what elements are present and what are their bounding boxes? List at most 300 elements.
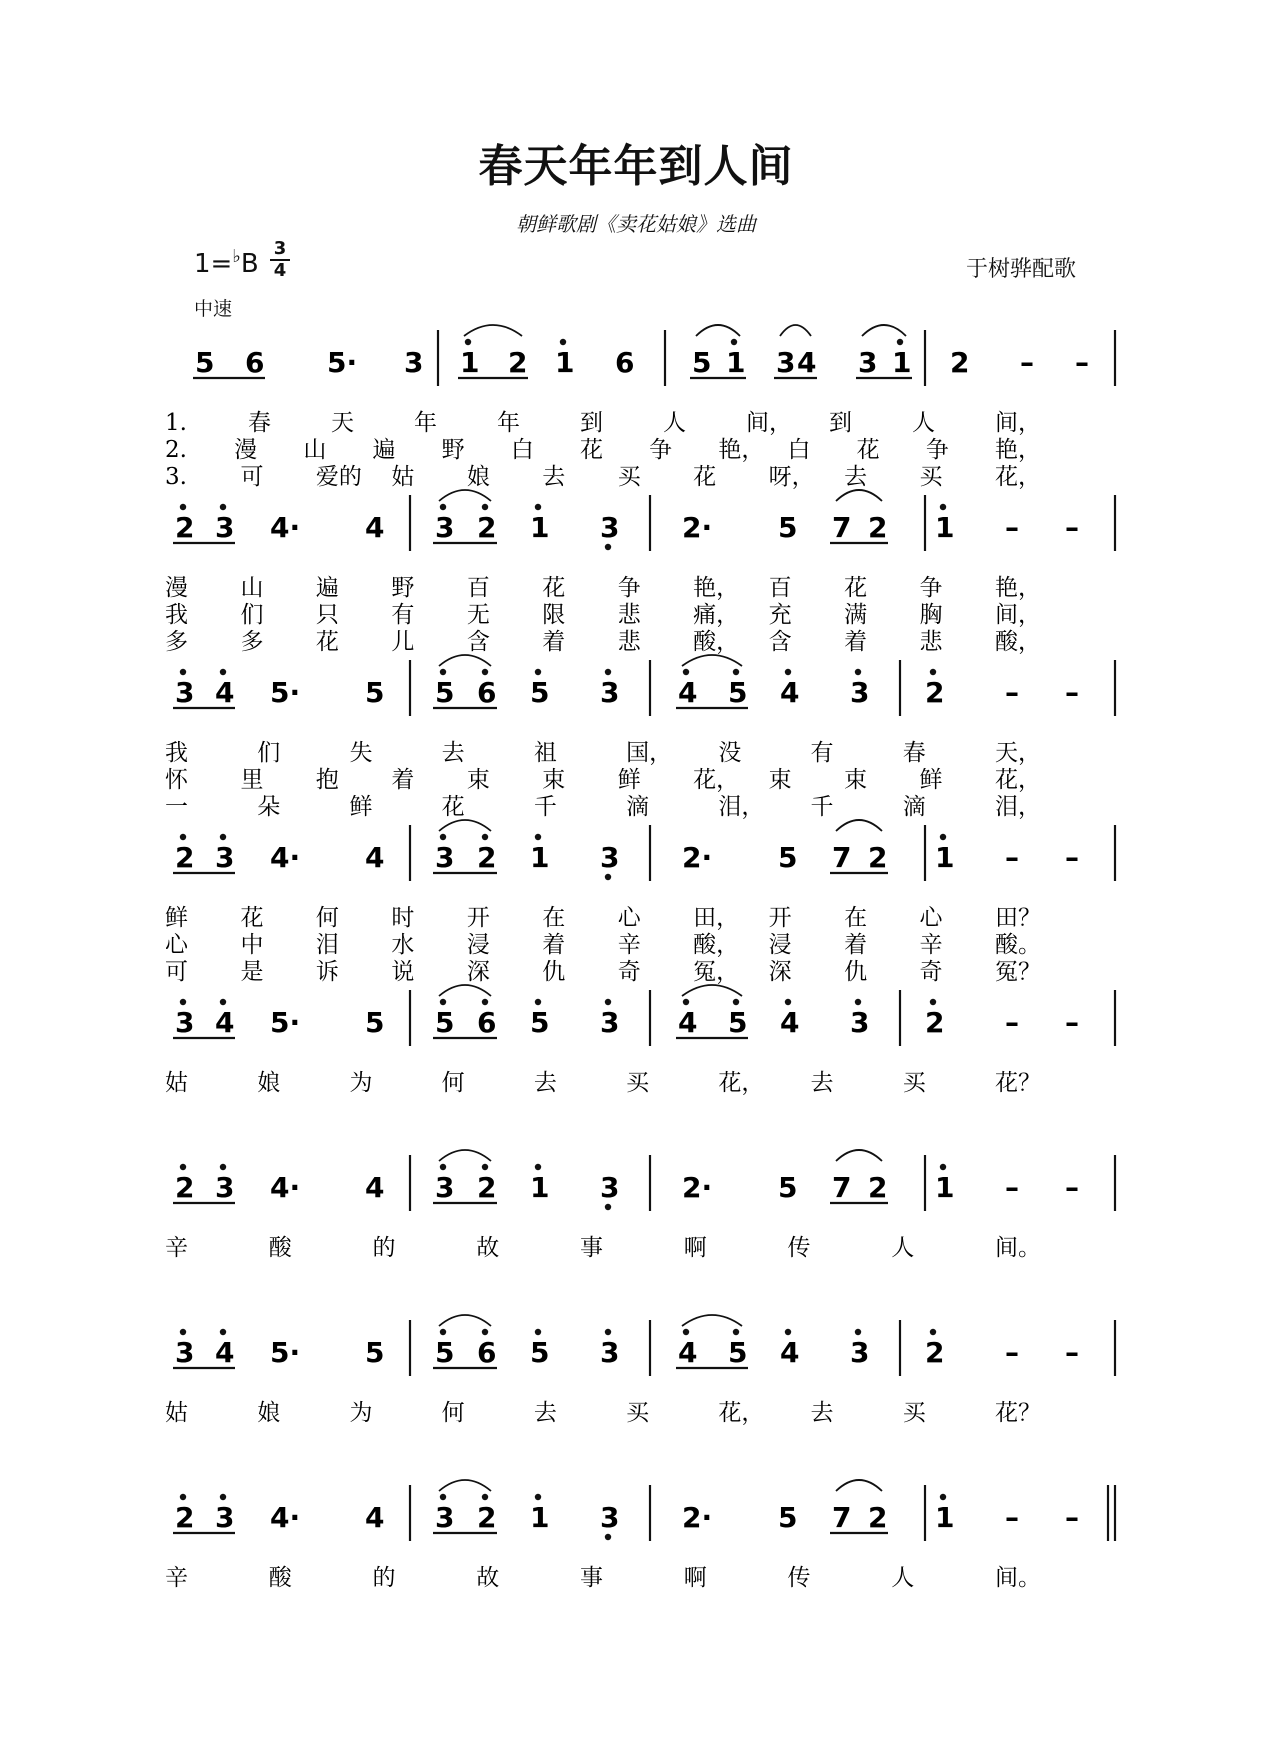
jianpu-note: 7 (832, 841, 852, 874)
jianpu-note: 1 (530, 511, 550, 544)
slur (682, 1315, 742, 1326)
high-octave-dot (482, 1329, 488, 1335)
tempo-marking: 中速 (194, 298, 233, 320)
lyric-syllable: 去 (810, 1070, 834, 1096)
lyric-syllable: 痛， (693, 602, 740, 628)
lyric-syllable: 酸， (995, 629, 1041, 655)
jianpu-note: 4· (270, 841, 301, 874)
jianpu-note: 2 (868, 1501, 888, 1534)
jianpu-note: 2· (682, 1171, 713, 1204)
lyric-syllable: 到 (829, 410, 852, 436)
lyric-syllable: 百 (768, 575, 792, 601)
jianpu-note: – (1005, 841, 1019, 874)
slur (696, 325, 740, 336)
jianpu-note: – (1075, 346, 1089, 379)
jianpu-note: 1 (530, 841, 550, 874)
lyric-syllable: 束 (542, 767, 566, 793)
lyric-syllable: 2. (165, 437, 187, 463)
lyric-syllable: 千 (533, 794, 557, 820)
lyric-syllable: 为 (349, 1400, 373, 1426)
lyric-syllable: 辛 (165, 1565, 188, 1591)
lyric-syllable: 我 (165, 740, 188, 766)
lyric-syllable: 间。 (995, 1565, 1041, 1591)
lyric-syllable: 有 (810, 740, 834, 766)
lyric-syllable: 花 (856, 437, 880, 463)
jianpu-note: 1 (935, 511, 955, 544)
high-octave-dot (605, 999, 611, 1005)
jianpu-note: 4 (365, 1501, 385, 1534)
high-octave-dot (482, 1164, 488, 1170)
jianpu-note: – (1065, 511, 1079, 544)
lyric-syllable: 诉 (315, 959, 339, 985)
high-octave-dot (482, 1494, 488, 1500)
lyric-syllable: 花， (693, 767, 740, 793)
lyric-syllable: 白 (510, 437, 534, 463)
jianpu-note: 5 (435, 1336, 455, 1369)
lyric-syllable: 中 (240, 932, 264, 958)
lyric-syllable: 买 (617, 464, 641, 490)
high-octave-dot (535, 1329, 541, 1335)
lyric-syllable: 艳， (693, 575, 740, 601)
slur (439, 655, 491, 666)
high-octave-dot (440, 999, 446, 1005)
jianpu-note: 4 (215, 676, 235, 709)
lyric-syllable: 有 (391, 602, 415, 628)
lyric-syllable: 去 (533, 1400, 557, 1426)
slur (862, 325, 906, 336)
lyric-syllable: 买 (626, 1070, 650, 1096)
jianpu-note: 3 (858, 346, 878, 379)
lyric-syllable: 故 (476, 1565, 500, 1591)
lyric-syllable: 花？ (995, 1070, 1041, 1096)
lyric-syllable: 是 (240, 959, 264, 985)
lyric-syllable: 间， (995, 410, 1041, 436)
lyric-syllable: 去 (844, 464, 868, 490)
slur (464, 325, 522, 336)
jianpu-note: 3 (600, 676, 620, 709)
high-octave-dot (930, 1329, 936, 1335)
lyric-syllable: 娘 (257, 1400, 281, 1426)
jianpu-note: 5 (692, 346, 712, 379)
lyric-syllable: 漫 (165, 575, 188, 601)
jianpu-note: 2 (868, 511, 888, 544)
jianpu-note: – (1065, 676, 1079, 709)
high-octave-dot (733, 669, 739, 675)
jianpu-note: 2· (682, 1501, 713, 1534)
high-octave-dot (440, 834, 446, 840)
lyric-syllable: 祖 (533, 740, 557, 766)
jianpu-note: 4 (780, 676, 800, 709)
high-octave-dot (930, 999, 936, 1005)
lyric-syllable: 间， (746, 410, 792, 436)
jianpu-note: 4 (365, 511, 385, 544)
lyric-syllable: 可 (165, 959, 188, 985)
jianpu-note: 1 (935, 1171, 955, 1204)
jianpu-note: 5 (728, 1006, 748, 1039)
lyric-syllable: 天 (331, 410, 354, 436)
high-octave-dot (535, 834, 541, 840)
jianpu-note: 4· (270, 1501, 301, 1534)
lyric-syllable: 没 (718, 740, 742, 766)
slur (439, 1315, 491, 1326)
key-note: B (240, 249, 259, 279)
lyric-syllable: 传 (787, 1235, 811, 1261)
high-octave-dot (220, 999, 226, 1005)
high-octave-dot (180, 834, 186, 840)
slur (682, 655, 742, 666)
lyric-syllable: 泪 (315, 932, 339, 958)
lyric-syllable: 3. (165, 464, 187, 490)
jianpu-note: 2 (477, 1171, 497, 1204)
lyric-syllable: 艳， (718, 437, 765, 463)
lyric-syllable: 束 (466, 767, 490, 793)
jianpu-note: 3 (215, 511, 235, 544)
lyric-syllable: 故 (476, 1235, 500, 1261)
jianpu-note: 1 (935, 1501, 955, 1534)
lyric-syllable: 心 (919, 905, 943, 931)
lyric-syllable: 花， (718, 1400, 765, 1426)
jianpu-note: 5 (728, 1336, 748, 1369)
high-octave-dot (440, 1494, 446, 1500)
lyric-syllable: 去 (441, 740, 465, 766)
lyric-syllable: 事 (580, 1235, 603, 1261)
lyric-syllable: 百 (466, 575, 490, 601)
slur (439, 1480, 491, 1491)
lyric-syllable: 我 (165, 602, 188, 628)
lyric-syllable: 滴 (902, 794, 926, 820)
jianpu-note: 3 (776, 346, 796, 379)
jianpu-note: 2 (175, 1171, 195, 1204)
jianpu-note: – (1065, 1171, 1079, 1204)
lyric-syllable: 花 (240, 905, 264, 931)
jianpu-note: 5 (365, 1336, 385, 1369)
jianpu-note: 3 (404, 346, 424, 379)
jianpu-note: 2 (508, 346, 528, 379)
jianpu-note: 6 (245, 346, 265, 379)
lyric-syllable: 人 (891, 1235, 915, 1261)
jianpu-note: 4 (365, 1171, 385, 1204)
key-flat: ♭ (232, 246, 241, 267)
jianpu-note: 3 (435, 511, 455, 544)
jianpu-note: 5· (270, 1006, 301, 1039)
lyric-syllable: 花？ (995, 1400, 1041, 1426)
high-octave-dot (180, 1329, 186, 1335)
lyric-syllable: 姑 (165, 1400, 188, 1426)
jianpu-note: 3 (435, 841, 455, 874)
jianpu-note: 4 (797, 346, 817, 379)
lyric-syllable: 野 (391, 575, 415, 601)
jianpu-note: – (1005, 1006, 1019, 1039)
jianpu-note: 2 (868, 1171, 888, 1204)
lyric-syllable: 含 (466, 629, 490, 655)
lyric-syllable: 着 (391, 767, 415, 793)
lyric-syllable: 人 (663, 410, 686, 436)
lyric-syllable: 开 (466, 905, 490, 931)
jianpu-note: 3 (600, 1171, 620, 1204)
lyric-syllable: 仇 (844, 959, 868, 985)
lyric-syllable: 泪， (718, 794, 765, 820)
lyric-syllable: 们 (257, 740, 281, 766)
high-octave-dot (897, 339, 903, 345)
jianpu-note: 5 (778, 1171, 798, 1204)
meter-top: 3 (273, 238, 287, 259)
high-octave-dot (440, 669, 446, 675)
jianpu-note: – (1005, 511, 1019, 544)
jianpu-note: 5· (327, 346, 358, 379)
high-octave-dot (940, 1164, 946, 1170)
high-octave-dot (440, 1164, 446, 1170)
jianpu-note: 3 (600, 1006, 620, 1039)
jianpu-note: 1 (530, 1171, 550, 1204)
lyric-syllable: 鲜 (349, 794, 373, 820)
lyric-syllable: 姑 (391, 464, 415, 490)
jianpu-note: 4 (780, 1006, 800, 1039)
high-octave-dot (220, 1329, 226, 1335)
lyric-syllable: 可 (240, 464, 264, 490)
lyric-syllable: 野 (441, 437, 465, 463)
lyric-syllable: 花 (580, 437, 603, 463)
jianpu-note: 1 (935, 841, 955, 874)
high-octave-dot (855, 669, 861, 675)
jianpu-note: 2 (175, 841, 195, 874)
jianpu-note: 3 (600, 1336, 620, 1369)
jianpu-note: 3 (850, 1006, 870, 1039)
lyric-syllable: 花 (542, 575, 566, 601)
jianpu-note: 3 (600, 1501, 620, 1534)
high-octave-dot (482, 834, 488, 840)
high-octave-dot (440, 504, 446, 510)
jianpu-note: 3 (850, 1336, 870, 1369)
lyric-syllable: 争 (649, 437, 673, 463)
lyric-syllable: 酸， (693, 629, 740, 655)
lyric-syllable: 含 (768, 629, 792, 655)
lyric-syllable: 遍 (315, 575, 339, 601)
high-octave-dot (535, 999, 541, 1005)
lyric-syllable: 悲 (919, 629, 943, 655)
lyric-syllable: 年 (414, 410, 437, 436)
lyric-syllable: 间。 (995, 1235, 1041, 1261)
high-octave-dot (940, 1494, 946, 1500)
lyric-syllable: 浸 (768, 932, 792, 958)
high-octave-dot (482, 669, 488, 675)
lyric-syllable: 争 (925, 437, 949, 463)
lyric-syllable: 深 (768, 959, 792, 985)
jianpu-note: 5 (728, 676, 748, 709)
lyric-syllable: 着 (844, 629, 868, 655)
lyric-syllable: 争 (617, 575, 641, 601)
song-subtitle: 朝鲜歌剧《卖花姑娘》选曲 (516, 212, 756, 236)
jianpu-note: 2· (682, 841, 713, 874)
lyric-syllable: 为 (349, 1070, 373, 1096)
lyric-syllable: 山 (240, 575, 264, 601)
lyric-syllable: 在 (844, 905, 868, 931)
lyric-syllable: 着 (542, 629, 566, 655)
lyric-syllable: 人 (912, 410, 935, 436)
lyric-syllable: 年 (497, 410, 520, 436)
jianpu-note: 5 (778, 841, 798, 874)
jianpu-note: – (1065, 1501, 1079, 1534)
high-octave-dot (731, 339, 737, 345)
jianpu-note: 5 (365, 1006, 385, 1039)
jianpu-note: 5 (778, 1501, 798, 1534)
high-octave-dot (560, 339, 566, 345)
lyric-syllable: 娘 (466, 464, 490, 490)
lyric-syllable: 仇 (542, 959, 566, 985)
lyric-syllable: 滴 (626, 794, 650, 820)
lyric-syllable: 酸。 (995, 932, 1041, 958)
lyric-syllable: 鲜 (165, 905, 188, 931)
lyric-syllable: 开 (768, 905, 792, 931)
low-octave-dot (605, 874, 611, 880)
lyric-syllable: 花， (995, 767, 1041, 793)
jianpu-note: 3 (175, 676, 195, 709)
slur (439, 1150, 491, 1161)
high-octave-dot (220, 504, 226, 510)
lyric-syllable: 满 (844, 602, 868, 628)
jianpu-note: 2 (477, 1501, 497, 1534)
lyric-syllable: 多 (165, 629, 188, 655)
composer-credit: 于树骅配歌 (965, 257, 1076, 282)
slur (780, 325, 811, 336)
lyric-syllable: 只 (315, 602, 339, 628)
lyric-syllable: 心 (617, 905, 641, 931)
jianpu-note: – (1005, 1336, 1019, 1369)
lyric-syllable: 传 (787, 1565, 811, 1591)
lyric-syllable: 酸， (693, 932, 740, 958)
jianpu-note: 4· (270, 511, 301, 544)
jianpu-note: 6 (477, 1006, 497, 1039)
high-octave-dot (535, 669, 541, 675)
lyric-syllable: 啊 (683, 1565, 707, 1591)
high-octave-dot (440, 1329, 446, 1335)
jianpu-note: 2 (175, 511, 195, 544)
jianpu-note: 2 (868, 841, 888, 874)
lyric-syllable: 千 (810, 794, 834, 820)
lyric-syllable: 奇 (919, 959, 943, 985)
lyric-syllable: 束 (844, 767, 868, 793)
lyric-syllable: 儿 (391, 629, 415, 655)
jianpu-note: 5 (778, 511, 798, 544)
lyric-syllable: 抱 (315, 767, 339, 793)
high-octave-dot (535, 504, 541, 510)
lyric-syllable: 艳， (995, 575, 1041, 601)
lyric-syllable: 花 (441, 794, 465, 820)
lyric-syllable: 里 (240, 767, 264, 793)
high-octave-dot (535, 1494, 541, 1500)
jianpu-note: 4 (365, 841, 385, 874)
jianpu-note: 2 (925, 676, 945, 709)
jianpu-note: 5 (365, 676, 385, 709)
lyric-syllable: 着 (844, 932, 868, 958)
low-octave-dot (605, 1204, 611, 1210)
lyric-syllable: 悲 (617, 629, 641, 655)
lyric-syllable: 浸 (466, 932, 490, 958)
slur (836, 1150, 882, 1161)
jianpu-note: 3 (435, 1501, 455, 1534)
key-prefix: 1= (194, 249, 233, 279)
lyric-syllable: 花 (844, 575, 868, 601)
jianpu-note: 4 (678, 1006, 698, 1039)
lyric-syllable: 束 (768, 767, 792, 793)
jianpu-note: 3 (600, 511, 620, 544)
lyric-syllable: 花 (315, 629, 339, 655)
high-octave-dot (605, 1329, 611, 1335)
lyric-syllable: 事 (580, 1565, 603, 1591)
jianpu-note: – (1005, 676, 1019, 709)
jianpu-note: 5 (435, 1006, 455, 1039)
lyric-syllable: 到 (580, 410, 603, 436)
jianpu-note: 5 (530, 1336, 550, 1369)
jianpu-note: 3 (850, 676, 870, 709)
high-octave-dot (220, 834, 226, 840)
lyric-syllable: 买 (626, 1400, 650, 1426)
jianpu-note: 2· (682, 511, 713, 544)
low-octave-dot (605, 1534, 611, 1540)
jianpu-note: 3 (175, 1336, 195, 1369)
lyric-syllable: 春 (902, 740, 926, 766)
lyric-syllable: 何 (441, 1400, 465, 1426)
high-octave-dot (785, 669, 791, 675)
high-octave-dot (785, 1329, 791, 1335)
high-octave-dot (855, 999, 861, 1005)
lyric-syllable: 人 (891, 1565, 915, 1591)
lyric-syllable: 悲 (617, 602, 641, 628)
lyric-syllable: 春 (248, 410, 271, 436)
jianpu-note: 5 (530, 1006, 550, 1039)
lyric-syllable: 辛 (165, 1235, 188, 1261)
lyric-syllable: 辛 (617, 932, 641, 958)
lyric-syllable: 呀， (768, 464, 815, 490)
jianpu-note: 7 (832, 1171, 852, 1204)
lyric-syllable: 啊 (683, 1235, 707, 1261)
jianpu-note: 6 (477, 1336, 497, 1369)
lyric-syllable: 泪， (995, 794, 1041, 820)
slur (439, 490, 491, 501)
jianpu-note: – (1065, 841, 1079, 874)
lyric-syllable: 娘 (257, 1070, 281, 1096)
high-octave-dot (535, 1164, 541, 1170)
jianpu-note: 4 (215, 1006, 235, 1039)
lyric-syllable: 鲜 (617, 767, 641, 793)
high-octave-dot (180, 1164, 186, 1170)
high-octave-dot (930, 669, 936, 675)
lyric-syllable: 山 (303, 437, 327, 463)
high-octave-dot (180, 1494, 186, 1500)
lyric-syllable: 朵 (257, 794, 281, 820)
lyric-syllable: 何 (315, 905, 339, 931)
jianpu-note: 4 (678, 676, 698, 709)
jianpu-note: 7 (832, 511, 852, 544)
meter-bottom: 4 (273, 260, 287, 281)
lyric-syllable: 限 (542, 602, 566, 628)
lyric-syllable: 去 (542, 464, 566, 490)
slur (682, 985, 742, 996)
lyric-syllable: 花， (718, 1070, 765, 1096)
lyric-syllable: 买 (902, 1400, 926, 1426)
jianpu-note: 4· (270, 1171, 301, 1204)
lyric-syllable: 无 (466, 602, 490, 628)
lyric-syllable: 鲜 (919, 767, 943, 793)
slur (836, 820, 882, 831)
lyric-syllable: 水 (391, 932, 415, 958)
jianpu-note: – (1065, 1006, 1079, 1039)
jianpu-note: 3 (435, 1171, 455, 1204)
lyric-syllable: 胸 (919, 602, 943, 628)
lyric-syllable: 间， (995, 602, 1041, 628)
jianpu-note: 5 (195, 346, 215, 379)
high-octave-dot (220, 1164, 226, 1170)
jianpu-note: 2 (175, 1501, 195, 1534)
